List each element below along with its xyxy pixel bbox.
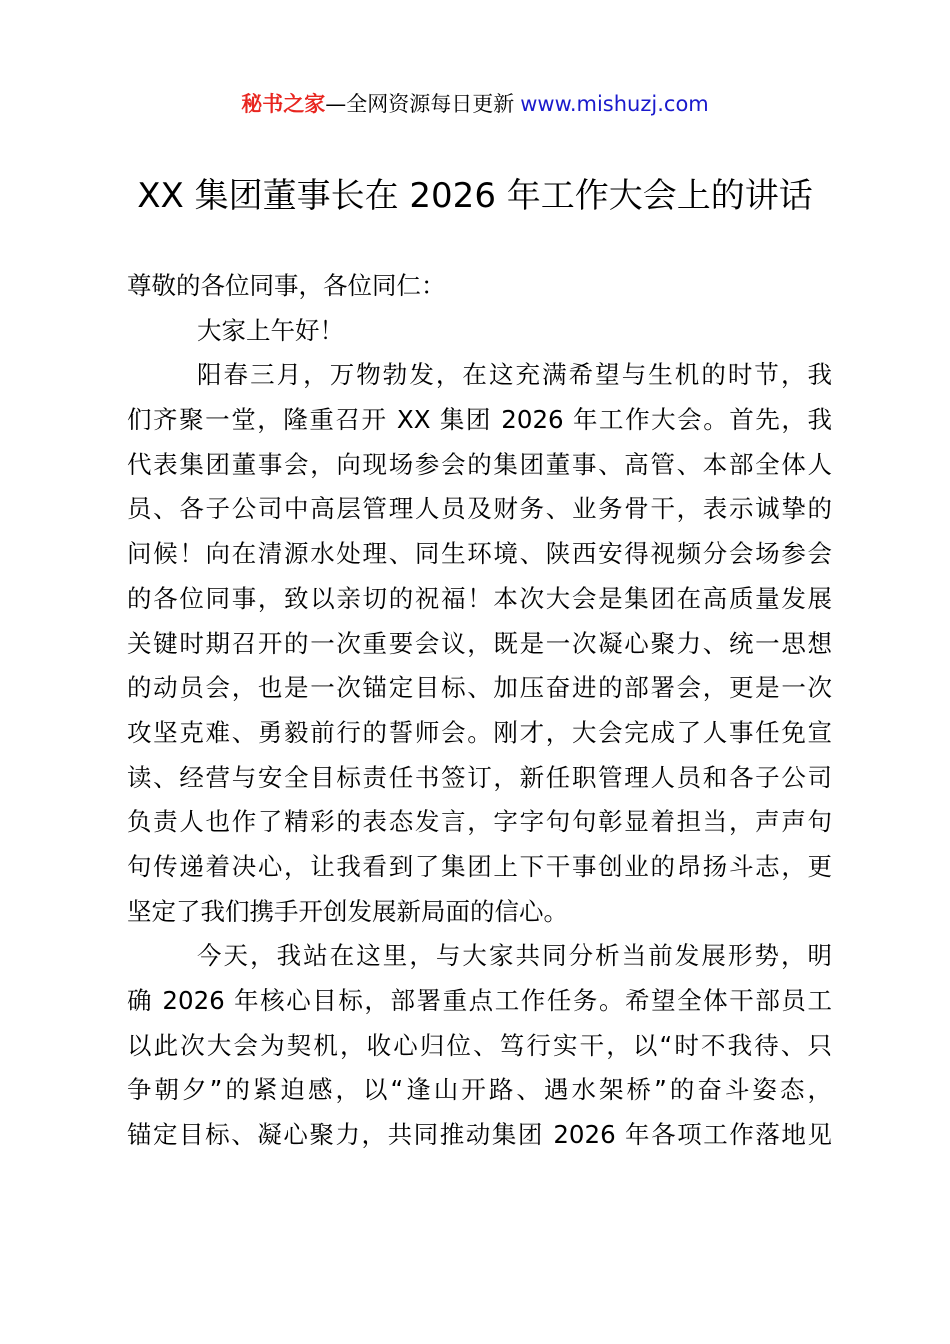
site-url-link[interactable]: www.mishuzj.com — [520, 92, 709, 116]
paragraph-line: 坚定了我们携手开创发展新局面的信心。 — [127, 896, 568, 926]
paragraph-line: 锚定目标、凝心聚力，共同推动集团 2026 年各项工作落地见 — [127, 1120, 832, 1150]
document-body — [127, 264, 832, 1158]
document-title: XX 集团董事长在 2026 年工作大会上的讲话 — [137, 176, 813, 216]
paragraph-line: 的各位同事，致以亲切的祝福！本次大会是集团在高质量发展 — [127, 583, 832, 613]
paragraph-line: 读、经营与安全目标责任书签订，新任职管理人员和各子公司 — [127, 762, 832, 792]
paragraph-line: 问候！向在清源水处理、同生环境、陕西安得视频分会场参会 — [127, 539, 832, 569]
paragraph-line: 员、各子公司中高层管理人员及财务、业务骨干，表示诚挚的 — [127, 494, 832, 524]
paragraph-line: 以此次大会为契机，收心归位、笃行实干，以“时不我待、只 — [127, 1030, 832, 1060]
salutation: 尊敬的各位同事，各位同仁： — [127, 271, 446, 300]
paragraph — [127, 934, 832, 1157]
paragraph-line: 今天，我站在这里，与大家共同分析当前发展形势，明 — [197, 941, 832, 971]
brand-name: 秘书之家 — [241, 92, 326, 116]
paragraph-line: 负责人也作了精彩的表态发言，字字句句彰显着担当，声声句 — [127, 807, 832, 837]
paragraphs — [127, 353, 832, 1157]
paragraph-line: 争朝夕”的紧迫感，以“逢山开路、遇水架桥”的奋斗姿态， — [127, 1075, 832, 1105]
paragraph-line: 们齐聚一堂，隆重召开 XX 集团 2026 年工作大会。首先，我 — [127, 405, 832, 435]
paragraph-line: 确 2026 年核心目标，部署重点工作任务。希望全体干部员工 — [127, 986, 832, 1015]
greeting: 大家上午好！ — [197, 315, 344, 345]
site-banner — [0, 88, 950, 118]
paragraph — [127, 353, 832, 934]
banner-slogan: —全网资源每日更新 — [325, 92, 515, 116]
paragraph-line: 代表集团董事会，向现场参会的集团董事、高管、本部全体人 — [127, 449, 832, 479]
paragraph-line: 的动员会，也是一次锚定目标、加压奋进的部署会，更是一次 — [127, 673, 832, 703]
paragraph-line: 关键时期召开的一次重要会议，既是一次凝心聚力、统一思想 — [127, 628, 832, 658]
paragraph-line: 阳春三月，万物勃发，在这充满希望与生机的时节，我 — [197, 360, 832, 390]
paragraph-line: 句传递着决心，让我看到了集团上下干事创业的昂扬斗志，更 — [127, 851, 832, 881]
paragraph-line: 攻坚克难、勇毅前行的誓师会。刚才，大会完成了人事任免宣 — [127, 717, 832, 747]
